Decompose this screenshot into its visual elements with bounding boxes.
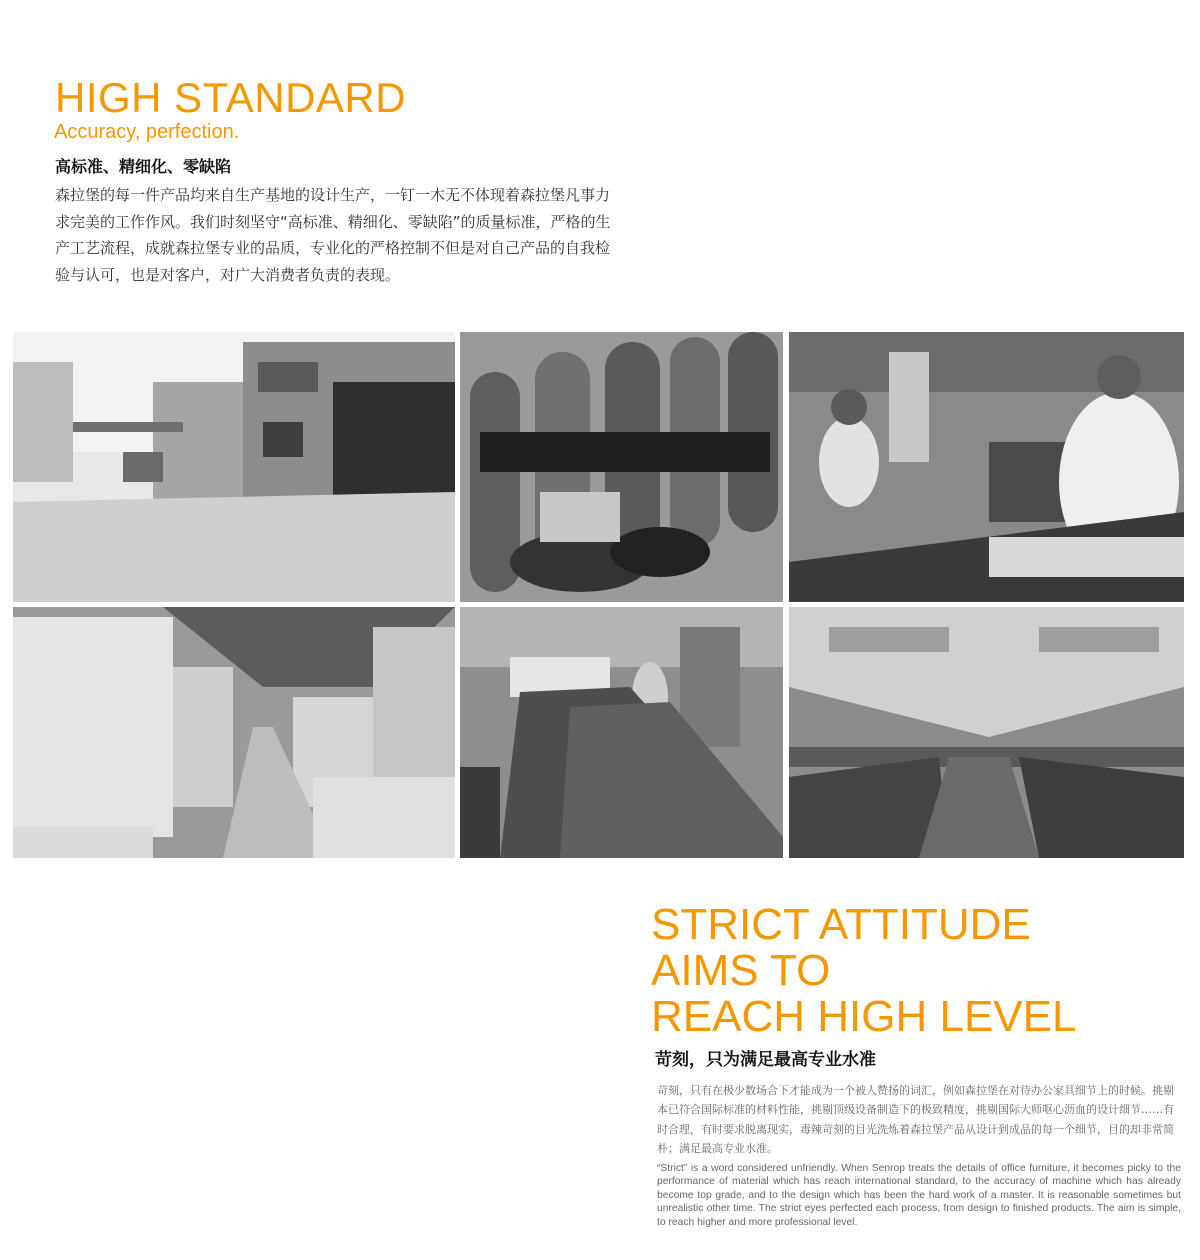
strict-attitude-cn-title: 苛刻，只为满足最高专业水准 [655,1050,876,1070]
high-standard-heading: HIGH STANDARD [55,74,407,121]
high-standard-subheading: Accuracy, perfection. [54,121,240,143]
machine-drilling-photo [460,332,783,602]
strict-attitude-paragraph-en: “Strict” is a word considered unfriendly. When Senrop treats the details of office furniture, it becomes picky to the performance of material which has reach international standard, to the accuracy of machine which has already become top grade, and to the design which has been the hard work of a master. It is reasonable sometimes but unrealistic other time. The strict eyes perfected each process, from design to finished products. The aim is simple, to reach higher and more professional level. [657,1163,1181,1228]
strict-attitude-heading: STRICT ATTITUDE AIMS TO REACH HIGH LEVEL [651,900,1077,1041]
high-standard-cn-title: 高标准、精细化、零缺陷 [55,157,232,176]
high-standard-paragraph: 森拉堡的每一件产品均来自生产基地的设计生产，一钉一木无不体现着森拉堡凡事力求完美的工作作风。我们时刻坚守“高标准、精细化、零缺陷”的质量标准，严格的生产工艺流程，成就森拉堡专业的品质，专业化的严格控制不但是对自己产品的自我检验与认可，也是对客户，对广大消费者负责的表现。 [55,186,611,284]
warehouse-stacks-photo [13,607,455,858]
workshop-hall-photo [789,607,1184,858]
factory-exterior-photo [13,332,455,602]
worker-at-machine-photo [789,332,1184,602]
conveyor-line-photo [460,607,783,858]
strict-attitude-paragraph-cn: 苛刻，只有在极少数场合下才能成为一个被人赞扬的词汇，例如森拉堡在对待办公家具细节上的时候。挑剔本已符合国际标准的材料性能，挑剔顶级设备制造下的极致精度，挑剔国际大师呕心沥血的设计细节……有时合理，有时要求脱离现实，毒辣苛刻的目光洗炼着森拉堡产品从设计到成品的每一个细节，目的却非常简朴；满足最高专业水准。 [657,1084,1174,1155]
